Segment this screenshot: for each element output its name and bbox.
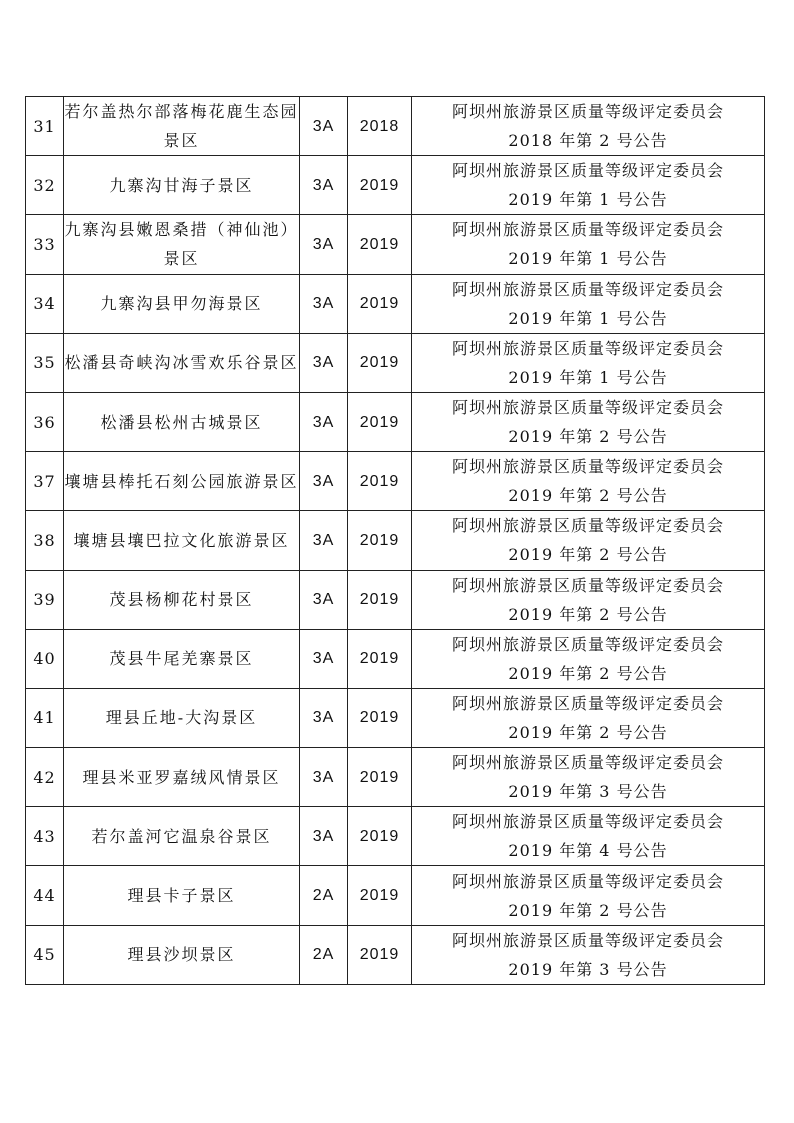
announcement-issuer: 阿坝州旅游景区质量等级评定委员会: [451, 575, 724, 595]
year-value: 2019: [359, 591, 400, 609]
year-value: 2019: [359, 413, 400, 431]
announcement-cell: [412, 156, 765, 215]
year-value: 2019: [359, 650, 400, 668]
announcement-issuer: 阿坝州旅游景区质量等级评定委员会: [451, 220, 724, 240]
announcement-number: 2019 年第 2 号公告: [508, 604, 668, 624]
table-row: [26, 807, 765, 866]
table-row: [26, 570, 765, 629]
scenic-name-cell: [64, 97, 300, 156]
scenic-name-cell: [64, 688, 300, 747]
grade-value: 3A: [312, 413, 335, 431]
scenic-name: 理县卡子景区: [127, 886, 236, 906]
grade-cell: [300, 748, 348, 807]
scenic-name: 九寨沟甘海子景区: [109, 175, 254, 195]
table-row: [26, 925, 765, 984]
grade-value: 3A: [312, 295, 335, 313]
grade-cell: [300, 156, 348, 215]
scenic-name: 壤塘县棒托石刻公园旅游景区: [64, 471, 299, 491]
grade-value: 3A: [312, 709, 335, 727]
announcement-cell: [412, 629, 765, 688]
grade-cell: [300, 511, 348, 570]
year-cell: [348, 748, 412, 807]
row-number-cell: [26, 392, 64, 451]
scenic-name-cell: [64, 333, 300, 392]
grade-cell: [300, 688, 348, 747]
grade-cell: [300, 274, 348, 333]
grade-value: 3A: [312, 176, 335, 194]
table-row: [26, 688, 765, 747]
grade-cell: [300, 452, 348, 511]
announcement-number: 2019 年第 1 号公告: [508, 367, 668, 387]
grade-value: 3A: [312, 768, 335, 786]
announcement-number: 2019 年第 4 号公告: [508, 841, 668, 861]
scenic-name-cell: [64, 570, 300, 629]
announcement-number: 2019 年第 1 号公告: [508, 190, 668, 210]
announcement-cell: [412, 925, 765, 984]
table-row: [26, 392, 765, 451]
row-number: 31: [33, 116, 56, 136]
table-row: [26, 629, 765, 688]
year-cell: [348, 688, 412, 747]
row-number-cell: [26, 452, 64, 511]
year-cell: [348, 807, 412, 866]
table-row: [26, 866, 765, 925]
row-number: 40: [33, 649, 56, 669]
scenic-name: 松潘县松州古城景区: [100, 412, 263, 432]
scenic-name-cell: [64, 925, 300, 984]
year-value: 2019: [359, 354, 400, 372]
announcement-number: 2019 年第 2 号公告: [508, 486, 668, 506]
scenic-name-cell: [64, 274, 300, 333]
row-number-cell: [26, 570, 64, 629]
scenic-area-table-container: [25, 96, 765, 985]
announcement-number: 2019 年第 2 号公告: [508, 900, 668, 920]
announcement-cell: [412, 748, 765, 807]
scenic-name-cell: [64, 215, 300, 274]
announcement-number: 2019 年第 3 号公告: [508, 959, 668, 979]
announcement-cell: [412, 866, 765, 925]
grade-cell: [300, 333, 348, 392]
scenic-name: 九寨沟县嫩恩桑措（神仙池）景区: [64, 220, 299, 269]
row-number: 35: [33, 353, 56, 373]
grade-cell: [300, 392, 348, 451]
row-number: 45: [33, 945, 56, 965]
table-row: [26, 274, 765, 333]
announcement-issuer: 阿坝州旅游景区质量等级评定委员会: [451, 871, 724, 891]
announcement-cell: [412, 570, 765, 629]
announcement-issuer: 阿坝州旅游景区质量等级评定委员会: [451, 279, 724, 299]
grade-cell: [300, 570, 348, 629]
grade-cell: [300, 925, 348, 984]
scenic-name: 理县沙坝景区: [127, 945, 236, 965]
scenic-name: 壤塘县壤巴拉文化旅游景区: [73, 530, 290, 550]
row-number: 43: [33, 826, 56, 846]
grade-value: 3A: [312, 235, 335, 253]
row-number: 36: [33, 412, 56, 432]
year-cell: [348, 866, 412, 925]
row-number: 34: [33, 294, 56, 314]
scenic-name-cell: [64, 807, 300, 866]
grade-value: 3A: [312, 531, 335, 549]
announcement-cell: [412, 215, 765, 274]
grade-value: 3A: [312, 827, 335, 845]
row-number-cell: [26, 333, 64, 392]
year-cell: [348, 452, 412, 511]
year-cell: [348, 392, 412, 451]
scenic-area-table: [25, 96, 765, 985]
year-value: 2019: [359, 176, 400, 194]
announcement-cell: [412, 392, 765, 451]
scenic-name: 理县米亚罗嘉绒风情景区: [82, 767, 281, 787]
row-number-cell: [26, 274, 64, 333]
announcement-number: 2019 年第 3 号公告: [508, 782, 668, 802]
year-cell: [348, 97, 412, 156]
table-row: [26, 748, 765, 807]
year-cell: [348, 925, 412, 984]
row-number: 33: [33, 234, 56, 254]
row-number-cell: [26, 748, 64, 807]
year-value: 2019: [359, 827, 400, 845]
announcement-issuer: 阿坝州旅游景区质量等级评定委员会: [451, 812, 724, 832]
year-cell: [348, 274, 412, 333]
scenic-name: 松潘县奇峡沟冰雪欢乐谷景区: [64, 353, 299, 373]
row-number: 37: [33, 471, 56, 491]
scenic-name: 九寨沟县甲勿海景区: [100, 294, 263, 314]
grade-value: 3A: [312, 354, 335, 372]
announcement-number: 2019 年第 2 号公告: [508, 427, 668, 447]
year-cell: [348, 333, 412, 392]
grade-value: 2A: [312, 946, 335, 964]
table-row: [26, 452, 765, 511]
announcement-issuer: 阿坝州旅游景区质量等级评定委员会: [451, 753, 724, 773]
grade-value: 3A: [312, 117, 335, 135]
year-value: 2019: [359, 768, 400, 786]
grade-value: 2A: [312, 887, 335, 905]
announcement-cell: [412, 807, 765, 866]
row-number-cell: [26, 807, 64, 866]
scenic-name-cell: [64, 748, 300, 807]
grade-cell: [300, 215, 348, 274]
announcement-issuer: 阿坝州旅游景区质量等级评定委员会: [451, 102, 724, 122]
announcement-number: 2019 年第 1 号公告: [508, 308, 668, 328]
row-number: 42: [33, 767, 56, 787]
year-cell: [348, 629, 412, 688]
announcement-issuer: 阿坝州旅游景区质量等级评定委员会: [451, 634, 724, 654]
table-row: [26, 333, 765, 392]
announcement-cell: [412, 97, 765, 156]
year-value: 2019: [359, 295, 400, 313]
announcement-cell: [412, 511, 765, 570]
scenic-name-cell: [64, 629, 300, 688]
year-value: 2018: [359, 117, 400, 135]
grade-cell: [300, 629, 348, 688]
row-number: 44: [33, 886, 56, 906]
scenic-name: 若尔盖热尔部落梅花鹿生态园景区: [64, 102, 299, 151]
grade-cell: [300, 866, 348, 925]
year-value: 2019: [359, 709, 400, 727]
announcement-cell: [412, 274, 765, 333]
table-body: [26, 97, 765, 985]
table-row: [26, 156, 765, 215]
year-value: 2019: [359, 472, 400, 490]
grade-cell: [300, 97, 348, 156]
row-number-cell: [26, 215, 64, 274]
scenic-name-cell: [64, 452, 300, 511]
year-value: 2019: [359, 531, 400, 549]
grade-cell: [300, 807, 348, 866]
announcement-issuer: 阿坝州旅游景区质量等级评定委员会: [451, 693, 724, 713]
year-cell: [348, 215, 412, 274]
row-number: 38: [33, 530, 56, 550]
row-number-cell: [26, 511, 64, 570]
scenic-name-cell: [64, 156, 300, 215]
announcement-issuer: 阿坝州旅游景区质量等级评定委员会: [451, 338, 724, 358]
announcement-number: 2019 年第 1 号公告: [508, 249, 668, 269]
table-row: [26, 511, 765, 570]
row-number-cell: [26, 925, 64, 984]
table-row: [26, 215, 765, 274]
scenic-name: 茂县杨柳花村景区: [109, 590, 254, 610]
grade-value: 3A: [312, 591, 335, 609]
announcement-issuer: 阿坝州旅游景区质量等级评定委员会: [451, 516, 724, 536]
row-number: 41: [33, 708, 56, 728]
announcement-cell: [412, 688, 765, 747]
row-number: 39: [33, 590, 56, 610]
year-value: 2019: [359, 235, 400, 253]
year-cell: [348, 156, 412, 215]
announcement-number: 2019 年第 2 号公告: [508, 722, 668, 742]
announcement-number: 2018 年第 2 号公告: [508, 131, 668, 151]
table-row: [26, 97, 765, 156]
announcement-issuer: 阿坝州旅游景区质量等级评定委员会: [451, 161, 724, 181]
announcement-cell: [412, 452, 765, 511]
row-number-cell: [26, 688, 64, 747]
grade-value: 3A: [312, 650, 335, 668]
row-number-cell: [26, 97, 64, 156]
grade-value: 3A: [312, 472, 335, 490]
announcement-issuer: 阿坝州旅游景区质量等级评定委员会: [451, 930, 724, 950]
scenic-name-cell: [64, 866, 300, 925]
year-cell: [348, 570, 412, 629]
scenic-name-cell: [64, 392, 300, 451]
year-cell: [348, 511, 412, 570]
row-number-cell: [26, 629, 64, 688]
row-number-cell: [26, 866, 64, 925]
year-value: 2019: [359, 946, 400, 964]
scenic-name: 茂县牛尾羌寨景区: [109, 649, 254, 669]
scenic-name-cell: [64, 511, 300, 570]
year-value: 2019: [359, 887, 400, 905]
announcement-cell: [412, 333, 765, 392]
announcement-issuer: 阿坝州旅游景区质量等级评定委员会: [451, 457, 724, 477]
row-number-cell: [26, 156, 64, 215]
row-number: 32: [33, 175, 56, 195]
announcement-number: 2019 年第 2 号公告: [508, 663, 668, 683]
scenic-name: 若尔盖河它温泉谷景区: [91, 826, 272, 846]
announcement-number: 2019 年第 2 号公告: [508, 545, 668, 565]
announcement-issuer: 阿坝州旅游景区质量等级评定委员会: [451, 398, 724, 418]
scenic-name: 理县丘地-大沟景区: [105, 708, 258, 728]
